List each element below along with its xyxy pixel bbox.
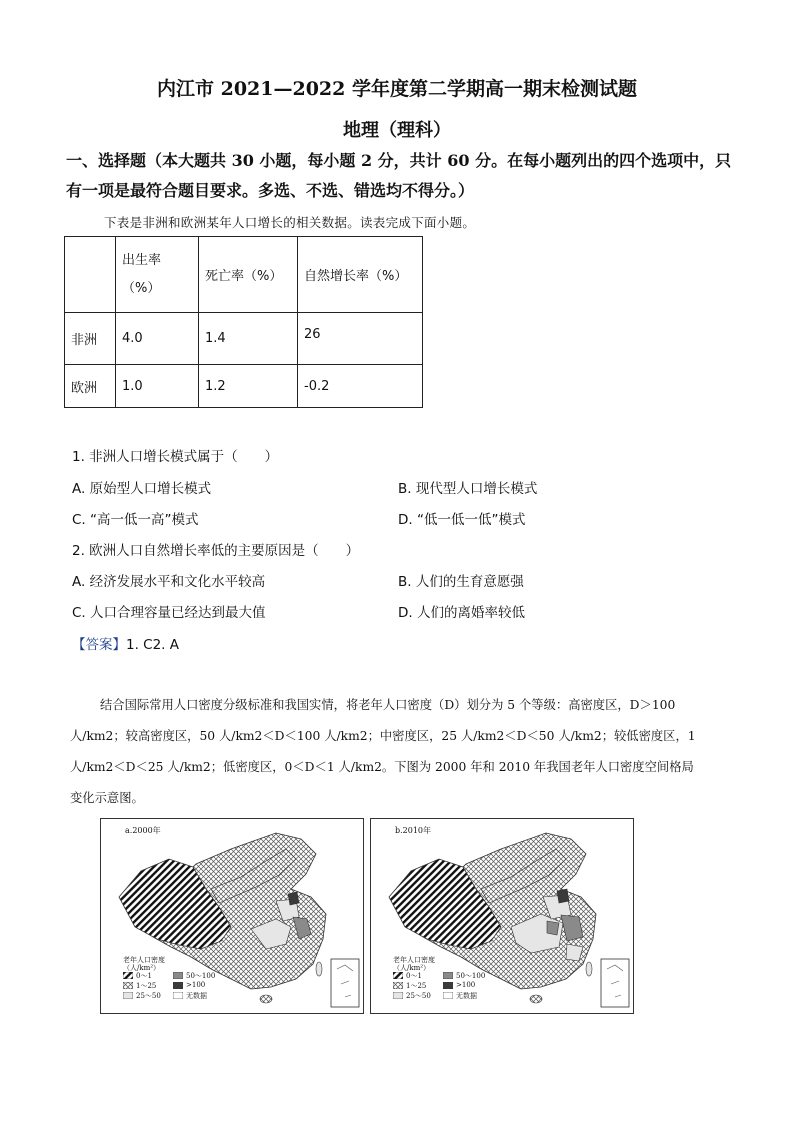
answer-text: 1. C2. A <box>126 637 180 653</box>
table-cell-region: 欧洲 <box>65 365 116 408</box>
paragraph-line3: 人/km2＜D＜25 人/km2；低密度区，0＜D＜1 人/km2。下图为 2000 年和 2010 年我国老年人口密度空间格局 <box>70 760 694 774</box>
south-sea-inset <box>331 959 359 1007</box>
legend-label: 0～1 <box>406 972 422 980</box>
legend-label: 50～100 <box>456 972 486 980</box>
island-taiwan <box>586 962 592 976</box>
table-header-birth <box>116 237 199 313</box>
question-2-option-a: A. 经济发展水平和文化水平较高 <box>72 574 266 590</box>
legend-swatch-medium <box>443 972 453 979</box>
section-heading-line1: 一、选择题（本大题共 30 小题，每小题 2 分，共计 60 分。在每小题列出的四个选项中，只 <box>66 151 732 170</box>
question-1-option-b: B. 现代型人口增长模式 <box>398 481 538 497</box>
map-2010 <box>370 818 634 1014</box>
table-row <box>65 313 423 365</box>
question-2-option-c: C. 人口合理容量已经达到最大值 <box>72 605 266 621</box>
map-2010-legend-unit: （人/km²） <box>393 964 431 972</box>
table-header-birth-label: 出生率 <box>122 252 162 268</box>
legend-label: 1～25 <box>406 982 427 990</box>
answer-line <box>72 633 179 653</box>
table-cell-region: 非洲 <box>65 313 116 365</box>
paragraph-line1: 结合国际常用人口密度分级标准和我国实情，将老年人口密度（D）划分为 5 个等级：高密度区，D＞100 <box>100 698 676 712</box>
legend-label: 1～25 <box>136 982 157 990</box>
question-1-stem: 1. 非洲人口增长模式属于（ ） <box>72 449 279 465</box>
question-1-option-c: C. “高一低一高”模式 <box>72 512 199 528</box>
legend-swatch-dark <box>173 982 183 989</box>
table-cell-growth: 26 <box>298 313 423 365</box>
question-1-option-a: A. 原始型人口增长模式 <box>72 481 212 497</box>
table-cell-death: 1.4 <box>199 313 298 365</box>
legend-label: >100 <box>186 981 206 989</box>
map-2000-label: a.2000年 <box>125 826 161 835</box>
island-taiwan <box>316 962 322 976</box>
legend-swatch-light <box>123 992 133 999</box>
region-dark <box>557 889 569 903</box>
legend-swatch-cross <box>393 982 403 989</box>
region-medium-2 <box>547 921 559 935</box>
legend-label: >100 <box>456 981 476 989</box>
south-sea-inset <box>601 959 629 1007</box>
legend-label: 无数据 <box>186 992 207 1000</box>
paragraph-line2: 人/km2；较高密度区，50 人/km2＜D＜100 人/km2；中密度区，25 人/km2＜D＜50 人/km2；较低密度区，1 <box>70 729 696 743</box>
table-intro: 下表是非洲和欧洲某年人口增长的相关数据。读表完成下面小题。 <box>104 215 476 230</box>
table-header-growth: 自然增长率（%） <box>298 237 423 313</box>
legend-swatch-nodata <box>173 992 183 999</box>
population-table <box>64 236 423 408</box>
map-2000 <box>100 818 364 1014</box>
map-2010-label: b.2010年 <box>395 826 432 835</box>
section-heading-line2: 有一项是最符合题目要求。多选、不选、错选均不得分。） <box>66 181 475 200</box>
question-2-stem: 2. 欧洲人口自然增长率低的主要原因是（ ） <box>72 543 360 559</box>
answer-label: 【答案】 <box>72 637 126 653</box>
table-cell-birth: 4.0 <box>116 313 199 365</box>
table-cell-growth: -0.2 <box>298 365 423 408</box>
table-cell-death: 1.2 <box>199 365 298 408</box>
page-subtitle: 地理（理科） <box>343 120 451 141</box>
table-header-empty <box>65 237 116 313</box>
legend-label: 0～1 <box>136 972 152 980</box>
table-cell-birth: 1.0 <box>116 365 199 408</box>
legend-swatch-cross <box>123 982 133 989</box>
table-header-row <box>65 237 423 313</box>
map-2000-legend-title: 老年人口密度 <box>123 956 165 964</box>
island-hainan <box>260 995 272 1003</box>
legend-label: 25～50 <box>136 992 161 1000</box>
legend-swatch-hatch <box>123 972 133 979</box>
table-header-death: 死亡率（%） <box>199 237 298 313</box>
table-row <box>65 365 423 408</box>
table-header-birth-unit: （%） <box>122 280 161 296</box>
map-2010-legend-title: 老年人口密度 <box>393 956 435 964</box>
legend-swatch-nodata <box>443 992 453 999</box>
legend-label: 无数据 <box>456 992 477 1000</box>
question-2-option-d: D. 人们的离婚率较低 <box>398 605 525 621</box>
legend-swatch-dark <box>443 982 453 989</box>
paragraph-line4: 变化示意图。 <box>70 791 144 805</box>
page-title: 内江市 2021—2022 学年度第二学期高一期末检测试题 <box>157 78 637 100</box>
legend-swatch-medium <box>173 972 183 979</box>
legend-swatch-hatch <box>393 972 403 979</box>
legend-label: 25～50 <box>406 992 431 1000</box>
question-2-option-b: B. 人们的生育意愿强 <box>398 574 524 590</box>
question-1-option-d: D. “低一低一低”模式 <box>398 512 526 528</box>
legend-swatch-light <box>393 992 403 999</box>
map-2000-legend-unit: （人/km²） <box>123 964 161 972</box>
island-hainan <box>530 995 542 1003</box>
region-dark <box>288 892 299 905</box>
legend-label: 50～100 <box>186 972 216 980</box>
